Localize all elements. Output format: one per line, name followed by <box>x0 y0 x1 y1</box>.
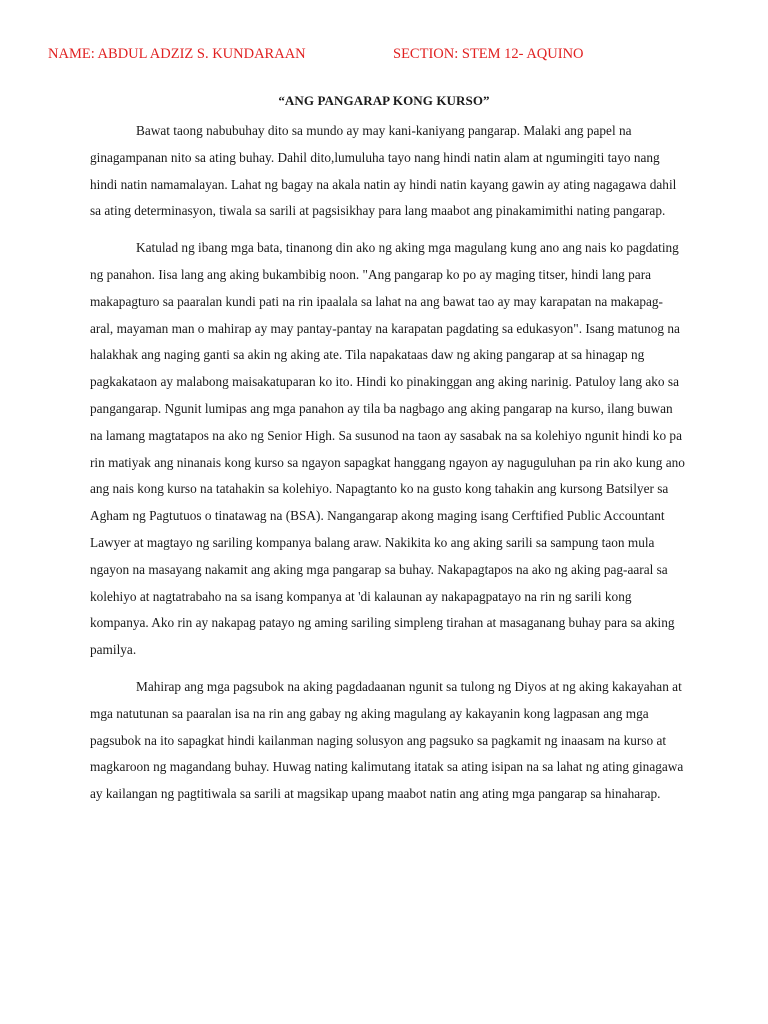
student-section: SECTION: STEM 12- AQUINO <box>393 46 584 62</box>
paragraph-3: Mahirap ang mga pagsubok na aking pagdadaanan ngunit sa tulong ng Diyos at ng aking kakayahan at mga natutunan sa paaralan isa na rin ang gabay ng aking magulang ay kakayanin kong lagpasan ang mga pagsubok na ito sapagkat hindi kailanman naging solusyon ang pagsuko sa pagkamit ng inaasam na kurso at magkaroon ng magandang buhay. Huwag nating kalimutang itatak sa ating isipan na sa lahat ng ating ginagawa ay kailangan ng pagtitiwala sa sarili at magsikap upang maabot natin ang ating mga pangarap sa hinaharap. <box>90 678 684 802</box>
essay-title: “ANG PANGARAP KONG KURSO” <box>278 93 490 108</box>
student-name: NAME: ABDUL ADZIZ S. KUNDARAAN <box>48 46 306 62</box>
header <box>48 46 728 66</box>
essay-body <box>90 118 686 808</box>
paragraph-2: Katulad ng ibang mga bata, tinanong din ako ng aking mga magulang kung ano ang nais ko pagdating ng panahon. Iisa lang ang aking bukambibig noon. "Ang pangarap ko po ay maging titser, hindi lang para makapagturo sa paaralan kundi pati na rin ipaalala sa lahat na ang bawat tao ay may karapatan na makapag-aral, mayaman man o mahirap ay may pantay-pantay na karapatan pagdating sa edukasyon". Isang matunog na halakhak ang naging ganti sa akin ng aking ate. Tila napakataas daw ng aking pangarap at sa hinagap ng pagkakataon ay malabong maisakatuparan ko ito. Hindi ko pinakinggan ang aking narinig. Patuloy lang ako sa pangangarap. Ngunit lumipas ang mga panahon ay tila ba nagbago ang aking pangarap na kurso, ilang buwan na lamang magtatapos na ako ng Senior High. Sa susunod na taon ay sasabak na sa kolehiyo ngunit hindi ko pa rin matiyak ang ninanais kong kurso sa ngayon sapagkat hanggang ngayon ay naguguluhan pa rin ako kung ano ang nais kong kurso na tatahakin sa kolehiyo. Napagtanto ko na gusto kong tahakin ang kursong Batsilyer sa Agham ng Pagtutuos o tinatawag na (BSA). Nangangarap akong maging isang Cerftified Public Accountant Lawyer at magtayo ng sariling kompanya balang araw. Nakikita ko ang aking sarili sa sampung taon mula ngayon na masayang nakamit ang aking mga pangarap sa buhay. Nakapagtapos na ako ng aking pag-aaral sa kolehiyo at nagtatrabaho na sa isang kompanya at 'di kalaunan ay nakapagpatayo na rin ng sarili kong kompanya. Ako rin ay nakapag patayo ng aming sariling simpleng tirahan at masaganang buhay para sa aking pamilya. <box>90 240 685 658</box>
paragraph-1: Bawat taong nabubuhay dito sa mundo ay may kani-kaniyang pangarap. Malaki ang papel na ginagampanan nito sa ating buhay. Dahil dito,lumuluha tayo nang hindi natin alam at ngumingiti tayo nang hindi natin namamalayan. Lahat ng bagay na akala natin ay hindi natin kayang gawin ay ating nagagawa dahil sa ating determinasyon, tiwala sa sarili at pagsisikhay para lang maabot ang pinakamimithi nating pangarap. <box>90 123 677 219</box>
